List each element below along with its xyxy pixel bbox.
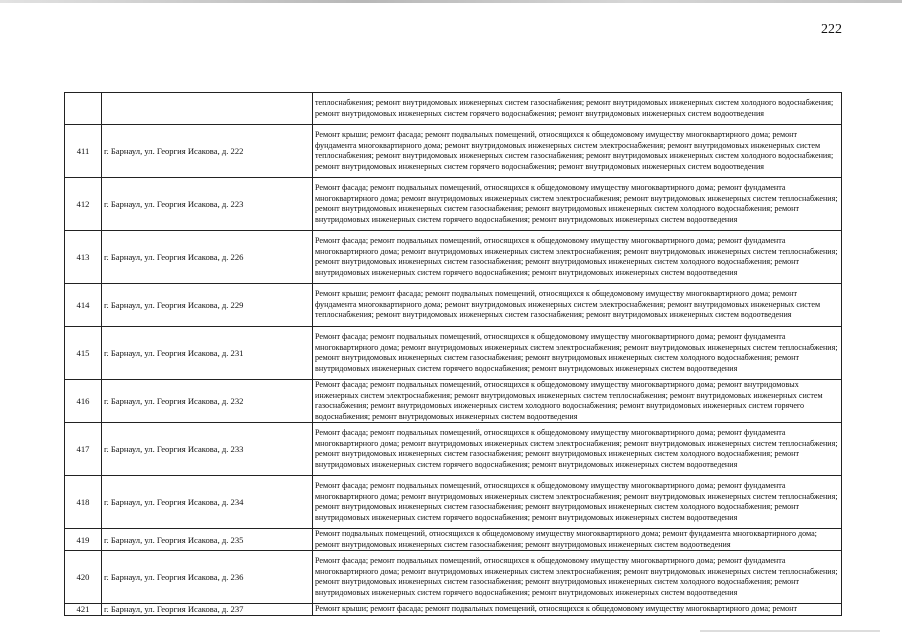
row-number-cell: 411	[65, 125, 102, 178]
page-number: 222	[821, 22, 842, 37]
table-row	[65, 93, 842, 125]
repair-works-cell: Ремонт крыши; ремонт фасада; ремонт подвальных помещений, относящихся к общедомовому имуществу многоквартирного дома; ремонт	[313, 604, 842, 616]
scan-edge-artifact	[700, 630, 880, 632]
address-cell: г. Барнаул, ул. Георгия Исакова, д. 235	[102, 529, 313, 551]
table-row	[65, 284, 842, 327]
row-number-cell: 413	[65, 231, 102, 284]
repair-works-cell: Ремонт фасада; ремонт подвальных помещений, относящихся к общедомовому имуществу многоквартирного дома; ремонт фундамента многоквартирного дома; ремонт внутридомовых инженерных систем электроснабжения; ремонт внутридомовых инженерных систем теплоснабжения; ремонт внутридомовых инженерных систем газоснабжения; ремонт внутридомовых инженерных систем холодного водоснабжения; ремонт внутридомовых инженерных систем горячего водоснабжения; ремонт внутридомовых инженерных систем водоотведения	[313, 178, 842, 231]
repair-works-cell: теплоснабжения; ремонт внутридомовых инженерных систем газоснабжения; ремонт внутридомовых инженерных систем холодного водоснабжения; ремонт внутридомовых инженерных систем горячего водоснабжения; ремонт внутридомовых инженерных систем водоотведения	[313, 93, 842, 125]
repair-works-cell: Ремонт крыши; ремонт фасада; ремонт подвальных помещений, относящихся к общедомовому имуществу многоквартирного дома; ремонт фундамента многоквартирного дома; ремонт внутридомовых инженерных систем электроснабжения; ремонт внутридомовых инженерных систем теплоснабжения; ремонт внутридомовых инженерных систем газоснабжения; ремонт внутридомовых инженерных систем водоотведения	[313, 284, 842, 327]
row-number-cell: 417	[65, 423, 102, 476]
row-number-cell: 416	[65, 380, 102, 423]
table-row	[65, 476, 842, 529]
address-cell: г. Барнаул, ул. Георгия Исакова, д. 226	[102, 231, 313, 284]
house-repair-table	[64, 92, 842, 616]
row-number-cell: 414	[65, 284, 102, 327]
address-cell: г. Барнаул, ул. Георгия Исакова, д. 234	[102, 476, 313, 529]
address-cell: г. Барнаул, ул. Георгия Исакова, д. 222	[102, 125, 313, 178]
table-row	[65, 529, 842, 551]
repair-works-cell: Ремонт фасада; ремонт подвальных помещений, относящихся к общедомовому имуществу многоквартирного дома; ремонт фундамента многоквартирного дома; ремонт внутридомовых инженерных систем электроснабжения; ремонт внутридомовых инженерных систем теплоснабжения; ремонт внутридомовых инженерных систем газоснабжения; ремонт внутридомовых инженерных систем холодного водоснабжения; ремонт внутридомовых инженерных систем горячего водоснабжения; ремонт внутридомовых инженерных систем водоотведения	[313, 327, 842, 380]
repair-works-cell: Ремонт крыши; ремонт фасада; ремонт подвальных помещений, относящихся к общедомовому имуществу многоквартирного дома; ремонт фундамента многоквартирного дома; ремонт внутридомовых инженерных систем электроснабжения; ремонт внутридомовых инженерных систем теплоснабжения; ремонт внутридомовых инженерных систем газоснабжения; ремонт внутридомовых инженерных систем холодного водоснабжения; ремонт внутридомовых инженерных систем горячего водоснабжения; ремонт внутридомовых инженерных систем водоотведения	[313, 125, 842, 178]
address-cell	[102, 93, 313, 125]
row-number-cell: 412	[65, 178, 102, 231]
address-cell: г. Барнаул, ул. Георгия Исакова, д. 233	[102, 423, 313, 476]
table-row	[65, 423, 842, 476]
table-row	[65, 231, 842, 284]
address-cell: г. Барнаул, ул. Георгия Исакова, д. 232	[102, 380, 313, 423]
table-row	[65, 125, 842, 178]
row-number-cell: 415	[65, 327, 102, 380]
address-cell: г. Барнаул, ул. Георгия Исакова, д. 237	[102, 604, 313, 616]
repair-works-cell: Ремонт фасада; ремонт подвальных помещений, относящихся к общедомовому имуществу многоквартирного дома; ремонт внутридомовых инженерных систем электроснабжения; ремонт внутридомовых инженерных систем теплоснабжения; ремонт внутридомовых инженерных систем газоснабжения; ремонт внутридомовых инженерных систем холодного водоснабжения; ремонт внутридомовых инженерных систем горячего водоснабжения; ремонт внутридомовых инженерных систем водоотведения	[313, 380, 842, 423]
repair-works-cell: Ремонт фасада; ремонт подвальных помещений, относящихся к общедомовому имуществу многоквартирного дома; ремонт фундамента многоквартирного дома; ремонт внутридомовых инженерных систем электроснабжения; ремонт внутридомовых инженерных систем теплоснабжения; ремонт внутридомовых инженерных систем газоснабжения; ремонт внутридомовых инженерных систем холодного водоснабжения; ремонт внутридомовых инженерных систем горячего водоснабжения; ремонт внутридомовых инженерных систем водоотведения	[313, 476, 842, 529]
table-body	[65, 93, 842, 616]
row-number-cell: 420	[65, 551, 102, 604]
row-number-cell: 418	[65, 476, 102, 529]
row-number-cell	[65, 93, 102, 125]
row-number-cell: 421	[65, 604, 102, 616]
table-row	[65, 380, 842, 423]
repair-works-cell: Ремонт фасада; ремонт подвальных помещений, относящихся к общедомовому имуществу многоквартирного дома; ремонт фундамента многоквартирного дома; ремонт внутридомовых инженерных систем электроснабжения; ремонт внутридомовых инженерных систем теплоснабжения; ремонт внутридомовых инженерных систем газоснабжения; ремонт внутридомовых инженерных систем холодного водоснабжения; ремонт внутридомовых инженерных систем горячего водоснабжения; ремонт внутридомовых инженерных систем водоотведения	[313, 551, 842, 604]
table-row	[65, 551, 842, 604]
table-row	[65, 178, 842, 231]
address-cell: г. Барнаул, ул. Георгия Исакова, д. 223	[102, 178, 313, 231]
table-row	[65, 604, 842, 616]
address-cell: г. Барнаул, ул. Георгия Исакова, д. 231	[102, 327, 313, 380]
scan-edge-artifact	[0, 0, 902, 3]
address-cell: г. Барнаул, ул. Георгия Исакова, д. 229	[102, 284, 313, 327]
repair-works-cell: Ремонт фасада; ремонт подвальных помещений, относящихся к общедомовому имуществу многоквартирного дома; ремонт фундамента многоквартирного дома; ремонт внутридомовых инженерных систем электроснабжения; ремонт внутридомовых инженерных систем теплоснабжения; ремонт внутридомовых инженерных систем газоснабжения; ремонт внутридомовых инженерных систем холодного водоснабжения; ремонт внутридомовых инженерных систем горячего водоснабжения; ремонт внутридомовых инженерных систем водоотведения	[313, 423, 842, 476]
repair-works-cell: Ремонт фасада; ремонт подвальных помещений, относящихся к общедомовому имуществу многоквартирного дома; ремонт фундамента многоквартирного дома; ремонт внутридомовых инженерных систем электроснабжения; ремонт внутридомовых инженерных систем теплоснабжения; ремонт внутридомовых инженерных систем газоснабжения; ремонт внутридомовых инженерных систем холодного водоснабжения; ремонт внутридомовых инженерных систем горячего водоснабжения; ремонт внутридомовых инженерных систем водоотведения	[313, 231, 842, 284]
address-cell: г. Барнаул, ул. Георгия Исакова, д. 236	[102, 551, 313, 604]
row-number-cell: 419	[65, 529, 102, 551]
table-row	[65, 327, 842, 380]
repair-works-cell: Ремонт подвальных помещений, относящихся к общедомовому имуществу многоквартирного дома; ремонт фундамента многоквартирного дома; ремонт внутридомовых инженерных систем газоснабжения; ремонт внутридомовых инженерных систем водоотведения	[313, 529, 842, 551]
